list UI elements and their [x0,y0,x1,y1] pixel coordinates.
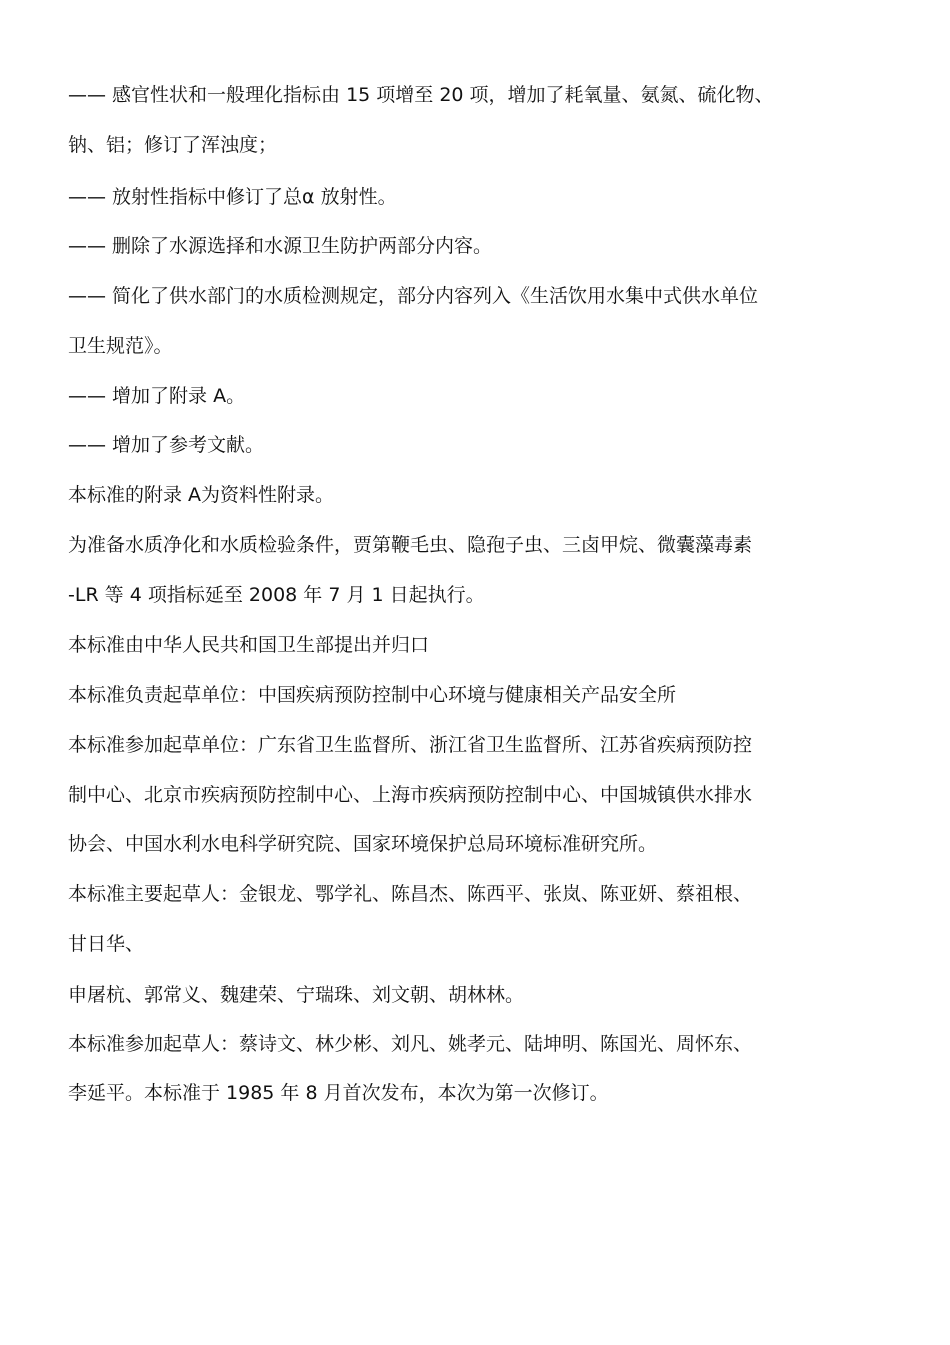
text-line: —— 增加了附录 A。 [68,385,246,407]
text-line: —— 感官性状和一般理化指标由 15 项增至 20 项，增加了耗氧量、氨氮、硫化物、 [68,84,774,106]
text-line: 卫生规范》。 [68,335,173,357]
text-line: 本标准的附录 A为资料性附录。 [68,484,335,506]
text-line: —— 放射性指标中修订了总α 放射性。 [68,186,397,208]
text-line: 本标准参加起草人：蔡诗文、林少彬、刘凡、姚孝元、陆坤明、陈国光、周怀东、 [68,1033,753,1055]
text-line: 制中心、北京市疾病预防控制中心、上海市疾病预防控制中心、中国城镇供水排水 [68,784,753,806]
text-line: 本标准参加起草单位：广东省卫生监督所、浙江省卫生监督所、江苏省疾病预防控 [68,734,753,756]
text-line: 本标准负责起草单位：中国疾病预防控制中心环境与健康相关产品安全所 [68,684,677,706]
text-line: 李延平。本标准于 1985 年 8 月首次发布，本次为第一次修订。 [68,1082,609,1104]
text-line: 本标准主要起草人：金银龙、鄂学礼、陈昌杰、陈西平、张岚、陈亚妍、蔡祖根、 [68,883,753,905]
text-line: —— 增加了参考文献。 [68,434,265,456]
text-line: —— 简化了供水部门的水质检测规定，部分内容列入《生活饮用水集中式供水单位 [68,285,759,307]
text-line: 为准备水质净化和水质检验条件，贾第鞭毛虫、隐孢子虫、三卤甲烷、微囊藻毒素 [68,534,753,556]
text-line: 协会、中国水利水电科学研究院、国家环境保护总局环境标准研究所。 [68,833,658,855]
text-line: 本标准由中华人民共和国卫生部提出并归口 [68,634,430,656]
text-line: 申屠杭、郭常义、魏建荣、宁瑞珠、刘文朝、胡林林。 [68,984,525,1006]
text-line: 钠、铝；修订了浑浊度； [68,134,278,156]
text-line: -LR 等 4 项指标延至 2008 年 7 月 1 日起执行。 [68,584,485,606]
text-line: —— 删除了水源选择和水源卫生防护两部分内容。 [68,235,493,257]
text-line: 甘日华、 [68,933,145,955]
